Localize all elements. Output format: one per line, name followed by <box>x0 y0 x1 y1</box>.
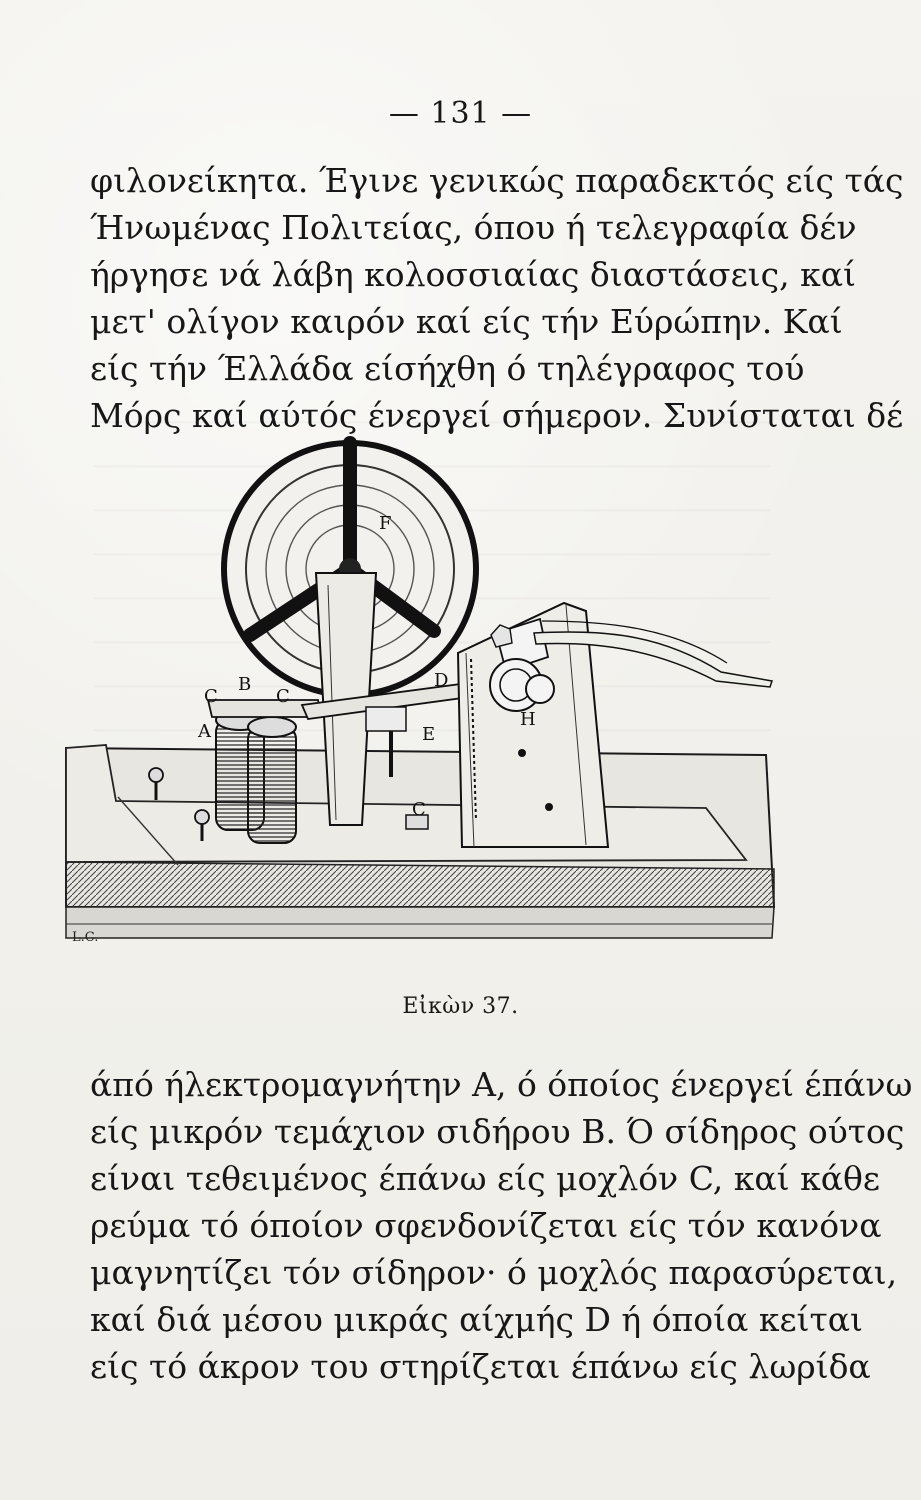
figure-label-d: D <box>434 670 449 691</box>
figure-label-b: B <box>238 674 252 695</box>
text-line: καί διά μέσου μικράς αίχμής D ή όποία κείται <box>90 1300 863 1339</box>
text-line: ήργησε νά λάβη κολοσσιαίας διαστάσεις, καί <box>90 255 856 294</box>
text-line: φιλονείκητα. Έγινε γενικώς παραδεκτός είς τάς <box>90 161 904 200</box>
figure-label-e: E <box>422 724 436 745</box>
page-number: — 131 — <box>388 96 533 131</box>
text-line: είς τήν Έλλάδα είσήχθη ό τηλέγραφος τού <box>90 349 805 388</box>
figure-label-f: F <box>379 513 392 534</box>
figure-label-c-left: C <box>204 686 218 707</box>
text-line: μαγνητίζει τόν σίδηρον· ό μοχλός παρασύρεται, <box>90 1253 898 1292</box>
artist-mark: L.C. <box>72 930 99 945</box>
text-line: Μόρς καί αύτός ένεργεί σήμερον. Συνίσταται δέ <box>90 396 904 435</box>
figure-label-c-upper: C <box>276 686 290 707</box>
text-line: άπό ήλεκτρομαγνήτην Α, ό όποίος ένεργεί έπάνω <box>90 1065 913 1104</box>
base-board <box>66 745 774 938</box>
text-line: Ήνωμένας Πολιτείας, όπου ή τελεγραφία δέν <box>90 208 857 247</box>
bottom-paragraph <box>90 1061 913 1390</box>
text-line: ρεύμα τό όποίον σφενδονίζεται είς τόν κανόνα <box>90 1206 882 1245</box>
figure-caption: Εἰκὼν 37. <box>402 994 519 1019</box>
figure-label-c-lower: C <box>412 799 426 820</box>
top-paragraph <box>90 157 904 439</box>
figure-label-a: A <box>198 721 211 742</box>
figure-label-h: H <box>520 709 536 730</box>
telegraph-illustration <box>66 415 776 975</box>
text-line: είς μικρόν τεμάχιον σιδήρου Β. Ό σίδηρος ούτος <box>90 1112 905 1151</box>
text-line: είς τό άκρον του στηρίζεται έπάνω είς λωρίδα <box>90 1347 871 1386</box>
text-line: μετ' ολίγον καιρόν καί είς τήν Εύρώπην. Καί <box>90 302 843 341</box>
text-line: είναι τεθειμένος έπάνω είς μοχλόν C, καί κάθε <box>90 1159 880 1198</box>
